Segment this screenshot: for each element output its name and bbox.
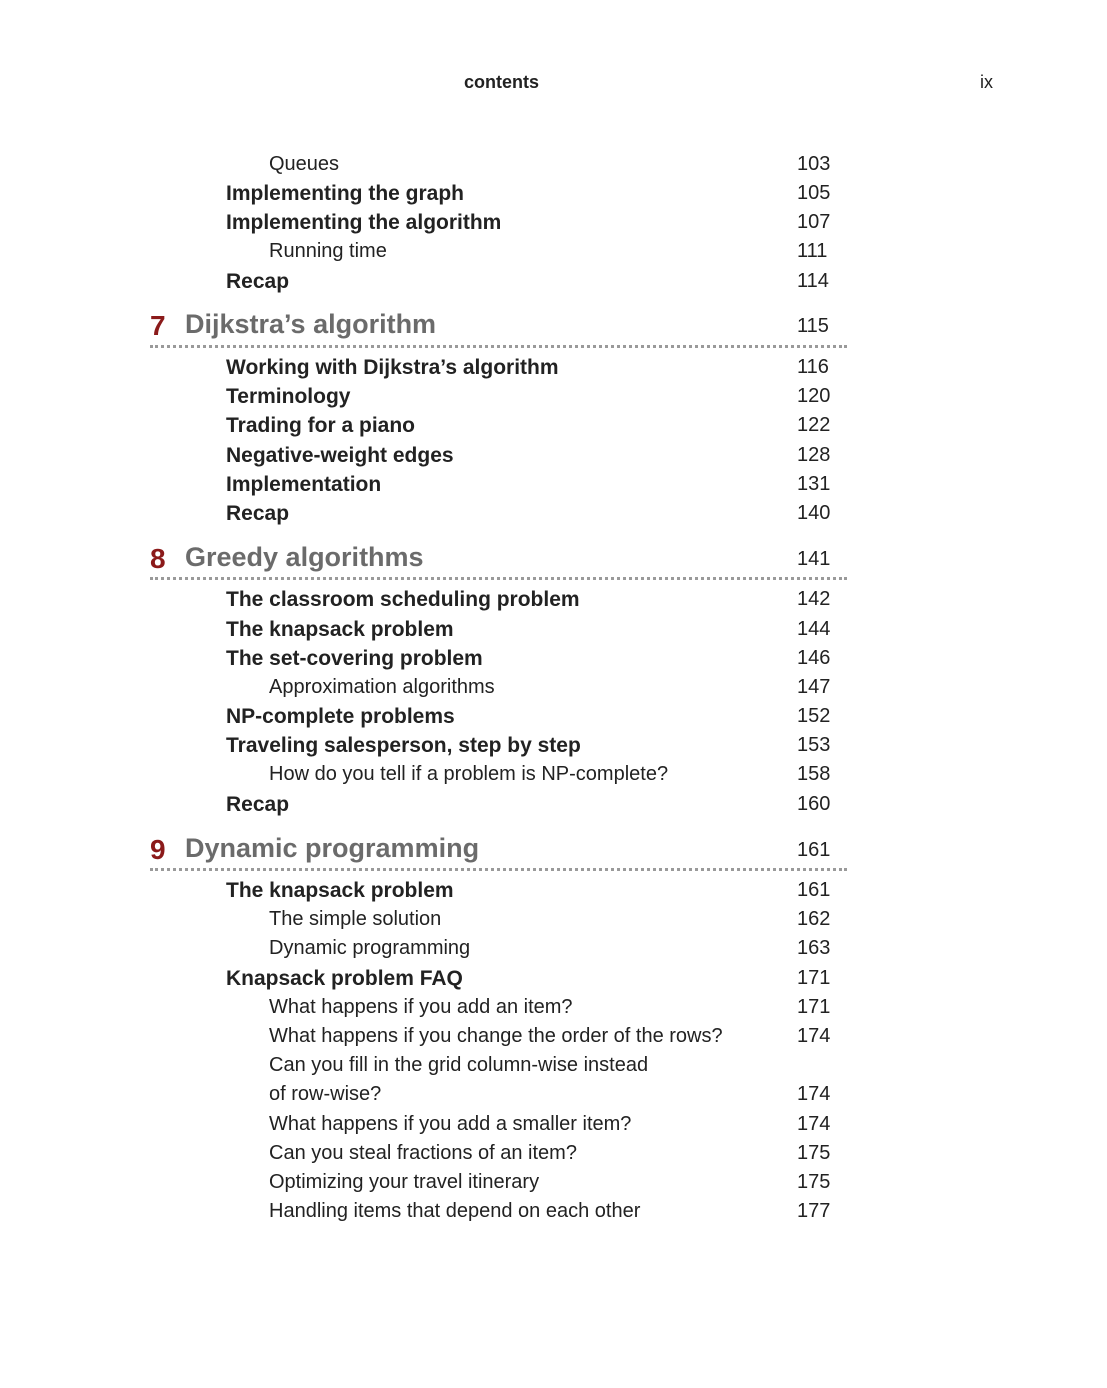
entry-page: 144 bbox=[797, 618, 831, 640]
entry-page: 175 bbox=[797, 1171, 831, 1193]
entry-page: 163 bbox=[797, 937, 831, 959]
section-entry[interactable] bbox=[0, 385, 1107, 414]
entry-page: 107 bbox=[797, 211, 831, 233]
subsection-entry[interactable] bbox=[0, 1113, 1107, 1142]
section-entry[interactable] bbox=[0, 182, 1107, 211]
entry-title: Trading for a piano bbox=[226, 414, 416, 437]
subsection-entry[interactable] bbox=[0, 676, 1107, 705]
page-number: ix bbox=[980, 72, 993, 92]
subsection-entry[interactable] bbox=[0, 1142, 1107, 1171]
entry-title: What happens if you change the order of the rows? bbox=[269, 1025, 723, 1047]
section-entry[interactable] bbox=[0, 211, 1107, 240]
section-entry[interactable] bbox=[0, 705, 1107, 734]
entry-page: 111 bbox=[797, 240, 828, 262]
entry-title: Recap bbox=[226, 502, 290, 525]
entry-page: 131 bbox=[797, 473, 831, 495]
running-title: contents bbox=[463, 72, 539, 92]
entry-title: What happens if you add an item? bbox=[269, 996, 573, 1018]
entry-title: How do you tell if a problem is NP-complete? bbox=[269, 763, 669, 785]
section-entry[interactable] bbox=[0, 414, 1107, 443]
subsection-entry[interactable] bbox=[0, 1054, 1107, 1083]
entry-title: Approximation algorithms bbox=[269, 676, 495, 698]
entry-page: 120 bbox=[797, 385, 831, 407]
entry-title: The classroom scheduling problem bbox=[226, 588, 580, 611]
subsection-entry[interactable] bbox=[0, 996, 1107, 1025]
subsection-entry[interactable] bbox=[0, 1025, 1107, 1054]
subsection-entry[interactable] bbox=[0, 1083, 1107, 1112]
section-entry[interactable] bbox=[0, 444, 1107, 473]
entry-page: 152 bbox=[797, 705, 831, 727]
chapter-divider bbox=[150, 868, 847, 871]
entry-page: 162 bbox=[797, 908, 831, 930]
entry-title: Implementing the graph bbox=[226, 182, 465, 205]
entry-page: 146 bbox=[797, 647, 831, 669]
entry-title: NP-complete problems bbox=[226, 705, 455, 728]
entry-page: 147 bbox=[797, 676, 831, 698]
entry-page: 161 bbox=[797, 839, 831, 861]
entry-title: Recap bbox=[226, 793, 290, 816]
entry-page: 140 bbox=[797, 502, 831, 524]
subsection-entry[interactable] bbox=[0, 908, 1107, 937]
entry-page: 105 bbox=[797, 182, 831, 204]
entry-title: Terminology bbox=[226, 385, 351, 408]
entry-page: 160 bbox=[797, 793, 831, 815]
entry-title: The knapsack problem bbox=[226, 618, 454, 641]
subsection-entry[interactable] bbox=[0, 240, 1107, 269]
section-entry[interactable] bbox=[0, 473, 1107, 502]
entry-page: 103 bbox=[797, 153, 831, 175]
section-entry[interactable] bbox=[0, 502, 1107, 531]
entry-page: 174 bbox=[797, 1025, 831, 1047]
section-entry[interactable] bbox=[0, 967, 1107, 996]
entry-page: 116 bbox=[797, 356, 829, 378]
chapter-number: 7 bbox=[150, 310, 166, 341]
section-entry[interactable] bbox=[0, 734, 1107, 763]
entry-page: 122 bbox=[797, 414, 831, 436]
entry-page: 115 bbox=[797, 315, 829, 337]
entry-title: What happens if you add a smaller item? bbox=[269, 1113, 632, 1135]
section-entry[interactable] bbox=[0, 879, 1107, 908]
entry-title: of row-wise? bbox=[269, 1083, 382, 1105]
section-entry[interactable] bbox=[0, 618, 1107, 647]
entry-page: 141 bbox=[797, 548, 831, 570]
entry-page: 174 bbox=[797, 1083, 831, 1105]
entry-title: Recap bbox=[226, 270, 290, 293]
entry-title: Working with Dijkstra’s algorithm bbox=[226, 356, 559, 379]
entry-page: 171 bbox=[797, 996, 831, 1018]
section-entry[interactable] bbox=[0, 588, 1107, 617]
entry-title: Negative-weight edges bbox=[226, 444, 454, 467]
entry-page: 161 bbox=[797, 879, 831, 901]
chapter-divider bbox=[150, 577, 847, 580]
entry-title: Greedy algorithms bbox=[185, 542, 424, 572]
entry-title: Implementation bbox=[226, 473, 382, 496]
entry-page: 142 bbox=[797, 588, 831, 610]
chapter-entry[interactable] bbox=[0, 309, 1107, 342]
entry-title: Can you fill in the grid column-wise instead bbox=[269, 1054, 649, 1076]
chapter-number: 9 bbox=[150, 834, 166, 865]
entry-page: 171 bbox=[797, 967, 831, 989]
entry-page: 114 bbox=[797, 270, 829, 292]
chapter-number: 8 bbox=[150, 543, 166, 574]
subsection-entry[interactable] bbox=[0, 153, 1107, 182]
entry-title: Implementing the algorithm bbox=[226, 211, 502, 234]
chapter-divider bbox=[150, 345, 847, 348]
entry-page: 153 bbox=[797, 734, 831, 756]
entry-title: The simple solution bbox=[269, 908, 442, 930]
subsection-entry[interactable] bbox=[0, 1200, 1107, 1229]
section-entry[interactable] bbox=[0, 793, 1107, 822]
entry-title: Dijkstra’s algorithm bbox=[185, 309, 437, 339]
entry-title: The knapsack problem bbox=[226, 879, 454, 902]
section-entry[interactable] bbox=[0, 356, 1107, 385]
section-entry[interactable] bbox=[0, 270, 1107, 299]
entry-title: Can you steal fractions of an item? bbox=[269, 1142, 577, 1164]
section-entry[interactable] bbox=[0, 647, 1107, 676]
entry-page: 175 bbox=[797, 1142, 831, 1164]
entry-title: Traveling salesperson, step by step bbox=[226, 734, 581, 757]
entry-page: 158 bbox=[797, 763, 831, 785]
entry-title: Knapsack problem FAQ bbox=[226, 967, 463, 990]
entry-page: 174 bbox=[797, 1113, 831, 1135]
chapter-entry[interactable] bbox=[0, 833, 1107, 866]
subsection-entry[interactable] bbox=[0, 1171, 1107, 1200]
entry-title: Dynamic programming bbox=[185, 833, 480, 863]
entry-title: Dynamic programming bbox=[269, 937, 471, 959]
entry-title: The set-covering problem bbox=[226, 647, 483, 670]
entry-title: Optimizing your travel itinerary bbox=[269, 1171, 540, 1193]
entry-title: Handling items that depend on each other bbox=[269, 1200, 641, 1222]
entry-title: Queues bbox=[269, 153, 340, 175]
entry-page: 177 bbox=[797, 1200, 831, 1222]
chapter-entry[interactable] bbox=[0, 542, 1107, 575]
entry-page: 128 bbox=[797, 444, 831, 466]
entry-title: Running time bbox=[269, 240, 387, 262]
subsection-entry[interactable] bbox=[0, 763, 1107, 792]
subsection-entry[interactable] bbox=[0, 937, 1107, 966]
